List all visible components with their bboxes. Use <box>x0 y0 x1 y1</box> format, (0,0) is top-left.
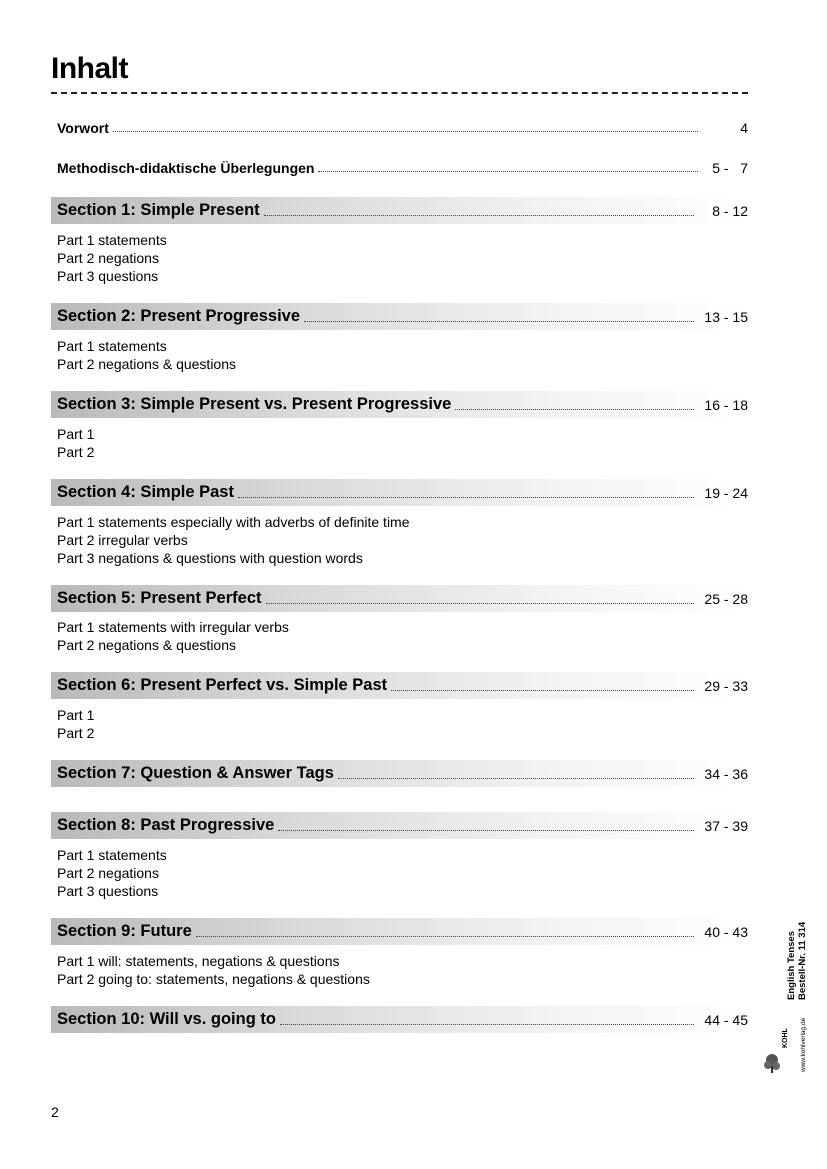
toc-entry-pages: 4 <box>740 120 748 136</box>
leader-dots <box>278 829 694 831</box>
toc-entry-vorwort[interactable] <box>51 120 748 136</box>
section-parts-4 <box>57 513 410 567</box>
section-parts-8 <box>57 846 167 900</box>
section-pages: 19 - 24 <box>704 484 748 501</box>
section-pages: 29 - 33 <box>704 677 748 694</box>
section-title: Section 8: Past Progressive <box>57 816 275 834</box>
leader-dots <box>113 130 698 132</box>
part-item: Part 3 questions <box>57 883 159 899</box>
section-pages: 40 - 43 <box>704 923 748 940</box>
leader-dots <box>264 214 694 216</box>
section-header-4[interactable] <box>51 479 748 506</box>
part-item: Part 1 <box>57 426 95 442</box>
section-title: Section 10: Will vs. going to <box>57 1010 276 1028</box>
part-item: Part 1 statements with irregular verbs <box>57 619 289 635</box>
part-item: Part 3 negations & questions with question words <box>57 550 363 566</box>
part-item: Part 1 will: statements, negations & questions <box>57 953 340 969</box>
leader-dots <box>280 1023 694 1025</box>
section-title: Section 4: Simple Past <box>57 483 234 501</box>
order-number: Bestell-Nr. 11 314 <box>797 921 808 1000</box>
section-parts-1 <box>57 231 167 285</box>
part-item: Part 2 negations <box>57 250 159 266</box>
part-item: Part 2 negations & questions <box>57 356 237 372</box>
leader-dots <box>338 777 694 779</box>
leader-dots <box>266 602 695 604</box>
book-title: English Tenses <box>786 931 797 1000</box>
toc-entry-label: Methodisch-didaktische Überlegungen <box>57 160 315 176</box>
section-parts-9 <box>57 952 370 988</box>
part-item: Part 1 <box>57 707 95 723</box>
section-header-3[interactable] <box>51 391 748 418</box>
part-item: Part 2 going to: statements, negations & questions <box>57 971 370 987</box>
section-parts-3 <box>57 425 94 461</box>
section-pages: 37 - 39 <box>704 817 748 834</box>
leader-dots <box>455 408 694 410</box>
part-item: Part 1 statements <box>57 338 167 354</box>
side-book-info <box>786 922 808 1000</box>
section-header-8[interactable] <box>51 812 748 839</box>
leader-dots <box>196 935 694 937</box>
toc-entry-label: Vorwort <box>57 120 109 136</box>
part-item: Part 3 questions <box>57 268 159 284</box>
page-number: 2 <box>51 1104 59 1120</box>
section-pages: 25 - 28 <box>704 590 748 607</box>
page-title: Inhalt <box>51 52 128 85</box>
section-pages: 16 - 18 <box>704 396 748 413</box>
section-header-1[interactable] <box>51 197 748 224</box>
section-title: Section 7: Question & Answer Tags <box>57 764 334 782</box>
part-item: Part 1 statements <box>57 232 167 248</box>
publisher-logo <box>762 1004 812 1076</box>
part-item: Part 1 statements <box>57 847 167 863</box>
section-pages: 44 - 45 <box>704 1011 748 1028</box>
part-item: Part 2 negations <box>57 865 159 881</box>
section-title: Section 1: Simple Present <box>57 201 260 219</box>
section-header-7[interactable] <box>51 760 748 787</box>
section-pages: 13 - 15 <box>704 308 748 325</box>
leader-dots <box>391 689 694 691</box>
section-title: Section 5: Present Perfect <box>57 589 262 607</box>
section-parts-2 <box>57 337 236 373</box>
leader-dots <box>304 320 694 322</box>
part-item: Part 2 negations & questions <box>57 637 237 653</box>
title-divider <box>51 92 748 94</box>
publisher-name: KOHL <box>782 1028 789 1048</box>
section-header-6[interactable] <box>51 672 748 699</box>
section-pages: 34 - 36 <box>704 765 748 782</box>
leader-dots <box>318 170 698 172</box>
leader-dots <box>238 496 694 498</box>
section-header-9[interactable] <box>51 918 748 945</box>
toc-entry-methodisch[interactable] <box>51 160 748 176</box>
section-title: Section 3: Simple Present vs. Present Progressive <box>57 395 452 413</box>
part-item: Part 2 <box>57 725 95 741</box>
section-title: Section 2: Present Progressive <box>57 307 301 325</box>
section-title: Section 9: Future <box>57 922 192 940</box>
toc-entry-pages: 5 - 7 <box>712 160 748 176</box>
section-header-5[interactable] <box>51 585 748 612</box>
part-item: Part 2 irregular verbs <box>57 532 188 548</box>
publisher-website: www.kohlverlag.de <box>800 1017 807 1072</box>
section-pages: 8 - 12 <box>712 202 748 219</box>
section-header-2[interactable] <box>51 303 748 330</box>
section-header-10[interactable] <box>51 1006 748 1033</box>
section-parts-6 <box>57 706 94 742</box>
part-item: Part 1 statements especially with adverbs of definite time <box>57 514 410 530</box>
part-item: Part 2 <box>57 444 95 460</box>
section-parts-5 <box>57 618 289 654</box>
section-title: Section 6: Present Perfect vs. Simple Past <box>57 676 388 694</box>
